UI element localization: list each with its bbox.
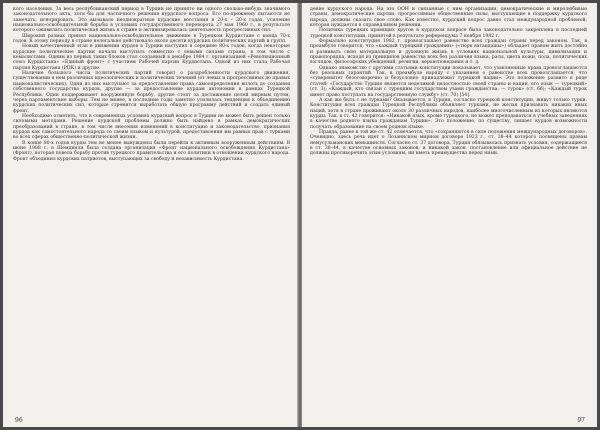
left-paragraph-5: Необходимо отметить, что в современных условиях курдский вопрос в Турции не может быть решен только силовыми методами. Решение курдской проблемы должно быть найдено в рамках демократических преобразований в стране, в том числе внесения изменений в конституцию и законодательство, признания курдов как самостоятельного народа со своим языком и культурой, предоставления им равных прав с турками во всех сферах общественно-политической жизни. — [13, 113, 290, 141]
right-paragraph-5: А как же быть с не турками? Оказывается, в Турции, согласно турецкой конституции, живут только турки. Конституция всех граждан Турецкой Республики объявляет турками, не желая признавать никаких иных наций, хотя в стране проживают около 30 различных народов, наиболее многочисленным из которых являются курды. Так, в ст. 42 говорится: «Никакой язык, кроме турецкого, не может преподаваться в учебных заведениях в качестве родного языка гражданам Турции». Это положение, по существу, лишает курдов возможности получать образование на своем родном языке. — [310, 97, 587, 130]
right-paragraph-6: Правда, ранее в той же ст. 42 отмечается, что «сохраняются в силе положения международных договоров». Очевидно, здесь речь идет о Лозаннском мирном договоре 1923 г., ст. 38–44 которого посвящены правам немусульманских меньшинств. Согласно ст. 37 договора, Турция обязывалась признать условия, содержащиеся в ст. 38–44, в качестве основных законов, и никакой закон, постановление или официальное действие не должны противоречить этим условиям, ни иметь преимущества перед ними. — [310, 129, 587, 157]
left-paragraph-3: Новый качественный этап в движении курдов в Турции наступил в середине 80-х годов, когда некоторые курдские политические партии начали выступать совместно с левыми силами страны, в том числе с кемалистами. Одним из первых таких блоков стал созданный в декабре 1984 г. организацией «Революционный союз Курдистана» «Единый фронт» с участием Рабочей партии Курдистана. Одной из них стала Рабочая партия Курдистана (РПК) и другие. — [13, 44, 290, 71]
right-page — [302, 3, 597, 427]
right-paragraph-3: Формально конституция 1982 г. провозглашает равенство всех граждан страны перед законом. Так, в преамбуле говорится, что «каждый турецкий гражданин» («тюрк ватандашы») обладает правом жить достойно и развивать свою материальную и духовную жизнь в условиях национальной культуры, цивилизации и правопорядка, исходя из принципов равенства всех без различия языка, расы, цвета кожи, пола, политических взглядов, философских убеждений, религии, вероисповедания и т. д. — [310, 39, 587, 66]
left-page-number: 96 — [15, 417, 23, 424]
left-paragraph-2: Широкий размах принял национально-освободительное движение в Турецком Курдистане с конца 70-х годов. К этому периоду в стране нелегально действовало около десяти курдских политических партий и групп. — [13, 33, 290, 45]
left-page — [3, 3, 298, 427]
left-paragraph-6: В конце 80-х годов курды тем не менее вынуждены были перейти к активным вооруженным действиям. В июне 1988 г. в Шемдинли была создана организация «Фронт национального освобождения Курдистана» (Фронт), которая повела борьбу против турецкого правительства и его политики в отношении курдского народа. Фронт объединил курдских патриотов, выступающих за свободу и независимость Курдистана. — [13, 140, 290, 162]
left-paragraph-4: Наличие большого числа политических партий говорит о раздробленности курдского движения, существовании в нем различных идеологических и политических течений (от левых и прогрессивных до правых националистических). Одни из них выступают за предоставление права самоопределения вплоть до создания собственного государства курдов, другие — за предоставление курдам автономии в рамках Турецкой Республики. Одни поддерживают вооруженную борьбу, другие стоят за достижение целей мирным путем, через парламентские выборы. Тем не менее, в последние годы заметно усилилась тенденция к объединению курдских политических сил, которые стремятся выработать общую программу действий и создать единый фронт. — [13, 71, 290, 114]
right-paragraph-1: дение курдского народа. На это ООН и связанные с ним организации, демократические и миролюбивые страны, демократические партии, прогрессивные общественные силы, выступающие в поддержку курдского народа, должны сказать свое слово. Как известно, курдский вопрос давно стал международной проблемой, которая нуждается в справедливом решении. — [310, 7, 587, 29]
left-paragraph-1: кого населения. За весь республиканский период в Турции не принято ни одного сколько-нибудь значимого законодательного акта, хотя бы для частичного решения курдского вопроса. Его по-прежнему пытаются не замечать, игнорировать. Это вызывало неоднократные курдские восстания в 20-х – 30-х годах, усиление национально-освободительной борьбы в условиях государственного переворота 27 мая 1960 г., в результате которого оживилась политическая жизнь в стране и активизировалась деятельность прогрессивных сил. — [13, 7, 290, 34]
right-page-number: 97 — [577, 417, 585, 424]
right-paragraph-2: Политика турецких правящих кругов в курдском вопросе была законодательно закреплена в последней турецкой конституции, принятой в результате референдума 7 ноября 1982 г. — [310, 28, 587, 39]
right-paragraph-4: Однако знакомство с другими статьями конституции показывает, что узаконенные права провозглашаются без реальных гарантий. Так, в преамбуле наряду с указанием о равенстве всех провозглашается, что «суверенитет безоговорочно и безусловно принадлежит турецкой нации». Это положение развито в ряде статей: «Государство Турция является неделимой целостностью своей страны и нации, его язык — турецкий» (ст. 3); «Каждый, кто связан с турецким государством узами гражданства, — турок» (ст. 66); «Каждый турок имеет право поступать на государственную службу» (ст. 70) [54]. — [310, 65, 587, 98]
